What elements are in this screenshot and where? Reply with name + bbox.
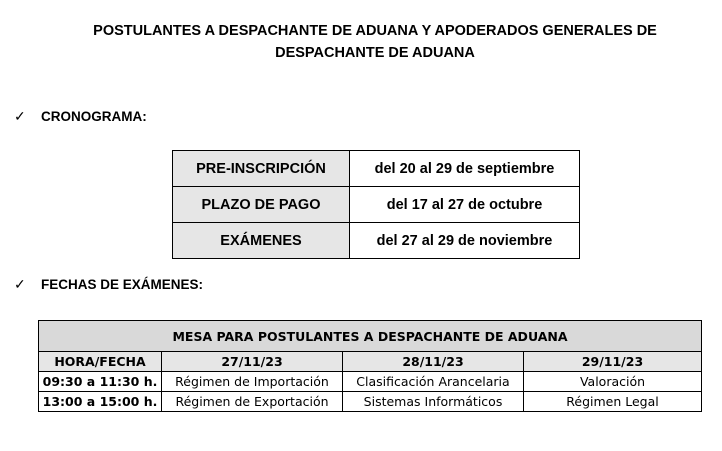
cronograma-row xyxy=(173,151,580,187)
mesa-caption: MESA PARA POSTULANTES A DESPACHANTE DE ADUANA xyxy=(39,321,702,352)
title-line-1: POSTULANTES A DESPACHANTE DE ADUANA Y APODERADOS GENERALES DE xyxy=(93,23,657,39)
cronograma-row-label: PLAZO DE PAGO xyxy=(173,187,350,223)
header-date: 27/11/23 xyxy=(162,352,343,372)
hour-cell: 13:00 a 15:00 h. xyxy=(39,392,162,412)
document-title xyxy=(40,20,710,64)
hour-cell: 09:30 a 11:30 h. xyxy=(39,372,162,392)
subject-cell: Valoración xyxy=(524,372,702,392)
header-date: 28/11/23 xyxy=(343,352,524,372)
subject-cell: Régimen de Importación xyxy=(162,372,343,392)
header-date: 29/11/23 xyxy=(524,352,702,372)
subject-cell: Régimen de Exportación xyxy=(162,392,343,412)
mesa-caption-row xyxy=(39,321,702,352)
table-row xyxy=(39,392,702,412)
cronograma-table xyxy=(172,150,580,259)
cronograma-row-value: del 27 al 29 de noviembre xyxy=(350,223,580,259)
mesa-table xyxy=(38,320,702,412)
cronograma-row xyxy=(173,223,580,259)
checkmark-icon: ✓ xyxy=(14,276,26,292)
cronograma-row-value: del 17 al 27 de octubre xyxy=(350,187,580,223)
table-row xyxy=(39,372,702,392)
cronograma-row-value: del 20 al 29 de septiembre xyxy=(350,151,580,187)
cronograma-row xyxy=(173,187,580,223)
header-hora-fecha: HORA/FECHA xyxy=(39,352,162,372)
title-line-2: DESPACHANTE DE ADUANA xyxy=(275,45,475,61)
subject-cell: Sistemas Informáticos xyxy=(343,392,524,412)
cronograma-label: CRONOGRAMA: xyxy=(41,109,147,124)
cronograma-heading xyxy=(14,108,147,125)
subject-cell: Régimen Legal xyxy=(524,392,702,412)
checkmark-icon: ✓ xyxy=(14,108,26,124)
fechas-heading xyxy=(14,276,203,293)
mesa-header-row xyxy=(39,352,702,372)
cronograma-row-label: PRE-INSCRIPCIÓN xyxy=(173,151,350,187)
fechas-label: FECHAS DE EXÁMENES: xyxy=(41,277,204,292)
cronograma-row-label: EXÁMENES xyxy=(173,223,350,259)
subject-cell: Clasificación Arancelaria xyxy=(343,372,524,392)
